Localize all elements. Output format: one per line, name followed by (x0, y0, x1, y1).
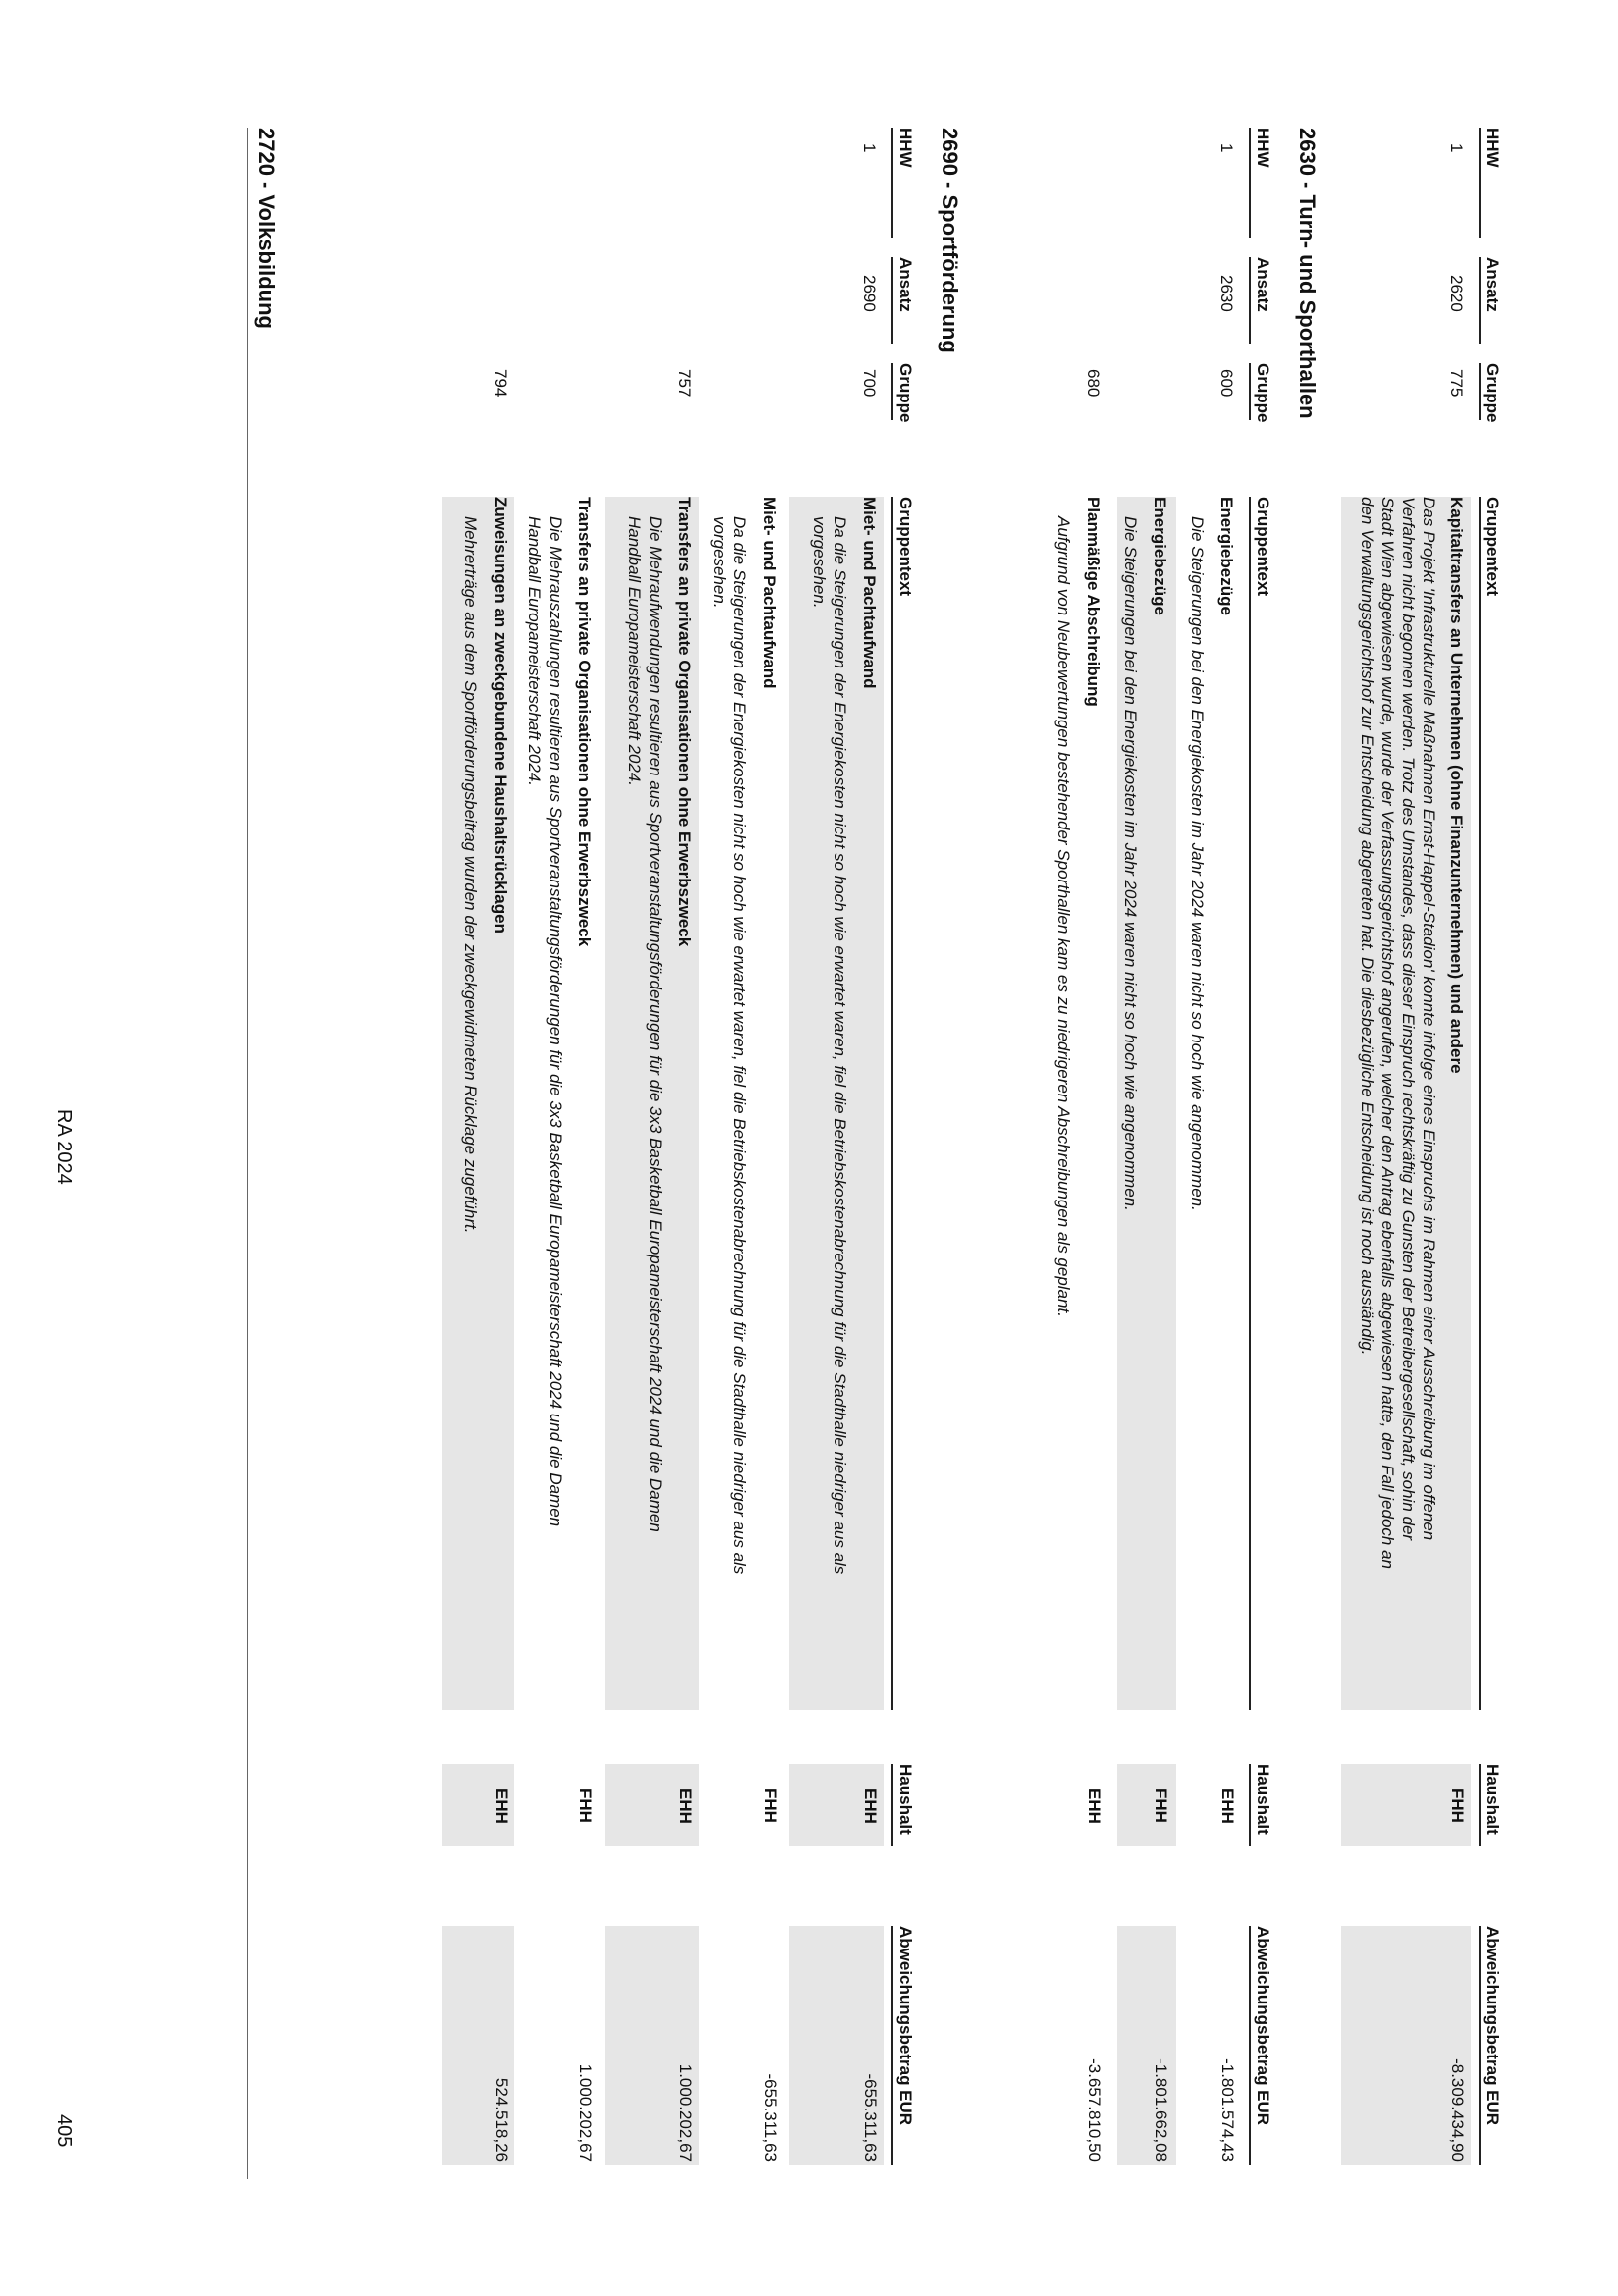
col-header-abweichung: Abweichungsbetrag EUR (1483, 1926, 1502, 2126)
s2690-row2-title: Miet- und Pachtaufwand (760, 497, 779, 689)
col-header-haushalt: Haushalt (1483, 1764, 1502, 1835)
s2690-row4-text-2: Handball Europameisterschaft 2024. (525, 516, 544, 786)
s2690-row2-text-2: vorgesehen. (710, 516, 728, 609)
s2630-row3-text: Aufgrund von Neubewertungen bestehender Sporthallen kam es zu niedrigeren Abschreibungen als geplant. (1054, 516, 1073, 1317)
s2630-row2-haushalt: FHH (1152, 1789, 1170, 1823)
block1-haushalt: FHH (1448, 1789, 1467, 1823)
s2690-row3-haushalt: EHH (676, 1789, 695, 1824)
s2630-row1-text: Die Steigerungen bei den Energiekosten im Jahr 2024 waren nicht so hoch wie angenommen. (1188, 516, 1207, 1211)
s2690-row2-haushalt: FHH (761, 1789, 780, 1823)
s2690-row1-betrag: -655.311,63 (861, 2073, 880, 2162)
col-header-hhw: HHW (1483, 128, 1502, 168)
s2690-row5-haushalt: EHH (492, 1789, 511, 1824)
s2690-row4-text-1: Die Mehrauszahlungen resultieren aus Sportveranstaltungsförderungen für die 3x3 Basketball Europameisterschaft 2024 und die Damen (546, 516, 565, 1527)
col-header-ansatz: Ansatz (896, 257, 915, 312)
section-2630-title: 2630 - Turn- und Sporthallen (1295, 128, 1320, 419)
s2690-row3-title: Transfers an private Organisationen ohne Erwerbszweck (675, 497, 694, 947)
s2690-row5-text-1: Mehrerträge aus dem Sportförderungsbeitrag wurden der zweckgewidmeten Rücklage zugeführt. (461, 516, 480, 1234)
s2630-ansatz: 2630 (1217, 275, 1236, 312)
s2630-row2-text: Die Steigerungen bei den Energiekosten im Jahr 2024 waren nicht so hoch wie angenommen. (1121, 516, 1140, 1211)
s2690-row2-betrag: -655.311,63 (761, 2073, 780, 2162)
s2690-row3-gruppe: 757 (675, 369, 694, 398)
col-header-gruppe: Gruppe (1483, 363, 1502, 423)
block1-hhw: 1 (1447, 143, 1466, 153)
s2690-row4-haushalt: FHH (576, 1789, 595, 1823)
s2690-row1-text-1: Da die Steigerungen der Energiekosten nicht so hoch wie erwartet waren, fiel die Betriebskostenabrechnung für die Stadthalle niedriger aus als (831, 516, 849, 1575)
col-header-abweichung: Abweichungsbetrag EUR (896, 1926, 915, 2126)
s2690-row5-gruppe: 794 (491, 369, 510, 398)
s2690-row4-title: Transfers an private Organisationen ohne Erwerbszweck (575, 497, 594, 947)
col-header-gruppe: Gruppe (896, 363, 915, 423)
block1-ansatz: 2620 (1447, 275, 1466, 312)
s2630-row3-gruppe: 680 (1084, 369, 1103, 398)
s2630-row1-haushalt: EHH (1218, 1789, 1237, 1824)
col-header-gruppentext: Gruppentext (896, 497, 915, 597)
col-header-haushalt: Haushalt (1254, 1764, 1272, 1835)
s2690-row1-title: Miet- und Pachtaufwand (860, 497, 879, 689)
s2630-row1-title: Energiebezüge (1217, 497, 1236, 615)
col-header-gruppe: Gruppe (1254, 363, 1272, 423)
s2630-row3-haushalt: EHH (1085, 1789, 1104, 1824)
s2630-row2-betrag: -1.801.662,08 (1152, 2058, 1170, 2162)
block1-title: Kapitaltransfers an Unternehmen (ohne Finanzunternehmen) und andere (1447, 497, 1466, 1074)
col-header-gruppentext: Gruppentext (1483, 497, 1502, 597)
block1-text-1: Das Projekt 'Infrastrukturelle Maßnahmen Ernst-Happel-Stadion' konnte infolge eines Einspruchs im Rahmen einer Ausschreibung im offenen (1420, 497, 1438, 1541)
col-header-gruppentext: Gruppentext (1254, 497, 1272, 597)
s2690-row3-text-1: Die Mehraufwendungen resultieren aus Sportveranstaltungsförderungen für die 3x3 Basketball Europameisterschaft 2024 und die Damen (646, 516, 665, 1532)
s2690-row1-haushalt: EHH (861, 1789, 880, 1824)
block1-betrag: -8.309.434,90 (1448, 2058, 1467, 2162)
block1-text-2: Verfahren nicht begonnen werden. Trotz des Umstandes, dass dieser Einspruch rechtskräftig zu Gunsten der Betreibergesellschaft, sohin der (1399, 497, 1418, 1541)
s2690-row3-betrag: 1.000.202,67 (676, 2063, 695, 2162)
s2690-row1-gruppe: 700 (860, 369, 879, 398)
s2690-row1-text-2: vorgesehen. (810, 516, 829, 609)
s2630-hhw: 1 (1217, 143, 1236, 153)
s2690-row2-text-1: Da die Steigerungen der Energiekosten nicht so hoch wie erwartet waren, fiel die Betriebskostenabrechnung für die Stadthalle niedriger aus als (730, 516, 749, 1575)
s2690-row3-text-2: Handball Europameisterschaft 2024. (625, 516, 644, 786)
s2630-row1-betrag: -1.801.574,43 (1218, 2058, 1237, 2162)
s2630-row3-betrag: -3.657.810,50 (1085, 2058, 1104, 2162)
col-header-hhw: HHW (1254, 128, 1272, 168)
s2630-row1-gruppe: 600 (1217, 369, 1236, 398)
footer-page-number: 405 (53, 2114, 75, 2148)
col-header-ansatz: Ansatz (1254, 257, 1272, 312)
block1-gruppe: 775 (1447, 369, 1466, 398)
s2690-row5-betrag: 524.518,26 (492, 2077, 511, 2162)
section-2720-title: 2720 - Volksbildung (254, 128, 279, 329)
section-2690-title: 2690 - Sportförderung (938, 128, 962, 353)
block1-text-4: den Verwaltungsgerichtshof zur Entscheidung abgetreten hat. Die diesbezügliche Entscheidung ist noch ausständig. (1358, 497, 1376, 1356)
s2630-row3-title: Planmäßige Abschreibung (1084, 497, 1103, 707)
s2690-row4-betrag: 1.000.202,67 (576, 2063, 595, 2162)
s2630-row2-title: Energiebezüge (1151, 497, 1169, 615)
col-header-haushalt: Haushalt (896, 1764, 915, 1835)
col-header-abweichung: Abweichungsbetrag EUR (1254, 1926, 1272, 2126)
s2690-row5-title: Zuweisungen an zweckgebundene Haushaltsrücklagen (491, 497, 510, 934)
col-header-ansatz: Ansatz (1483, 257, 1502, 312)
s2690-ansatz: 2690 (860, 275, 879, 312)
footer-report: RA 2024 (53, 1109, 75, 1185)
s2690-hhw: 1 (860, 143, 879, 153)
block1-text-3: Stadt Wien abgewiesen wurde, wurde der Verfassungsgerichtshof angerufen, welcher den Antrag ebenfalls abgewiesen hatte, den Fall jedoch an (1378, 497, 1397, 1569)
col-header-hhw: HHW (896, 128, 915, 168)
